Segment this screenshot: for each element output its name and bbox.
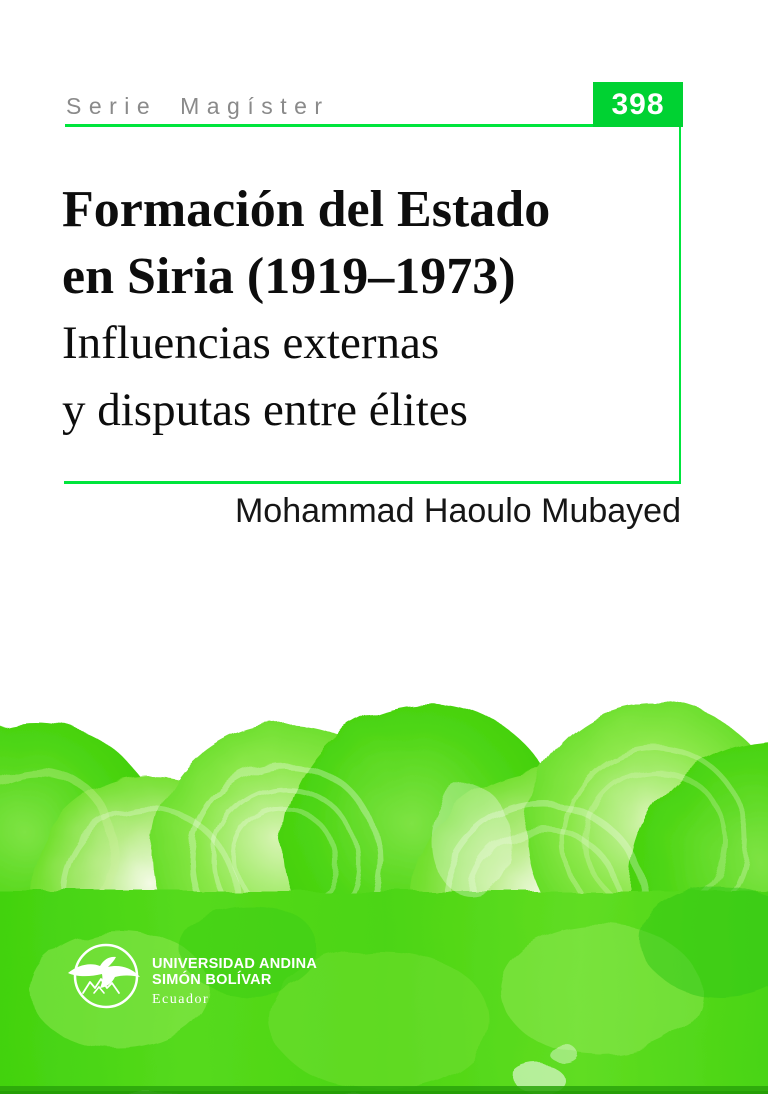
publisher-country: Ecuador bbox=[152, 992, 210, 1007]
publisher-block bbox=[152, 956, 317, 1008]
series-number-badge bbox=[593, 82, 683, 127]
title-line-1: Formación del Estado bbox=[62, 181, 551, 238]
series-number: 398 bbox=[611, 87, 665, 121]
series-label: Serie Magíster bbox=[66, 93, 330, 119]
title-block bbox=[62, 176, 550, 444]
title-line-2: en Siria (1919–1973) bbox=[62, 248, 516, 305]
university-logo bbox=[66, 941, 152, 1013]
top-green-rule bbox=[65, 124, 681, 127]
watercolor-artwork bbox=[0, 690, 768, 1094]
right-green-rule bbox=[679, 124, 681, 484]
publisher-name-line-2: SIMÓN BOLÍVAR bbox=[152, 972, 272, 988]
bottom-green-rule bbox=[64, 481, 681, 484]
subtitle-line-2: y disputas entre élites bbox=[62, 384, 468, 436]
watercolor-blobs bbox=[0, 703, 768, 1094]
subtitle-line-1: Influencias externas bbox=[62, 317, 440, 369]
publisher-name-line-1: UNIVERSIDAD ANDINA bbox=[152, 956, 318, 972]
author-name: Mohammad Haoulo Mubayed bbox=[234, 492, 681, 530]
